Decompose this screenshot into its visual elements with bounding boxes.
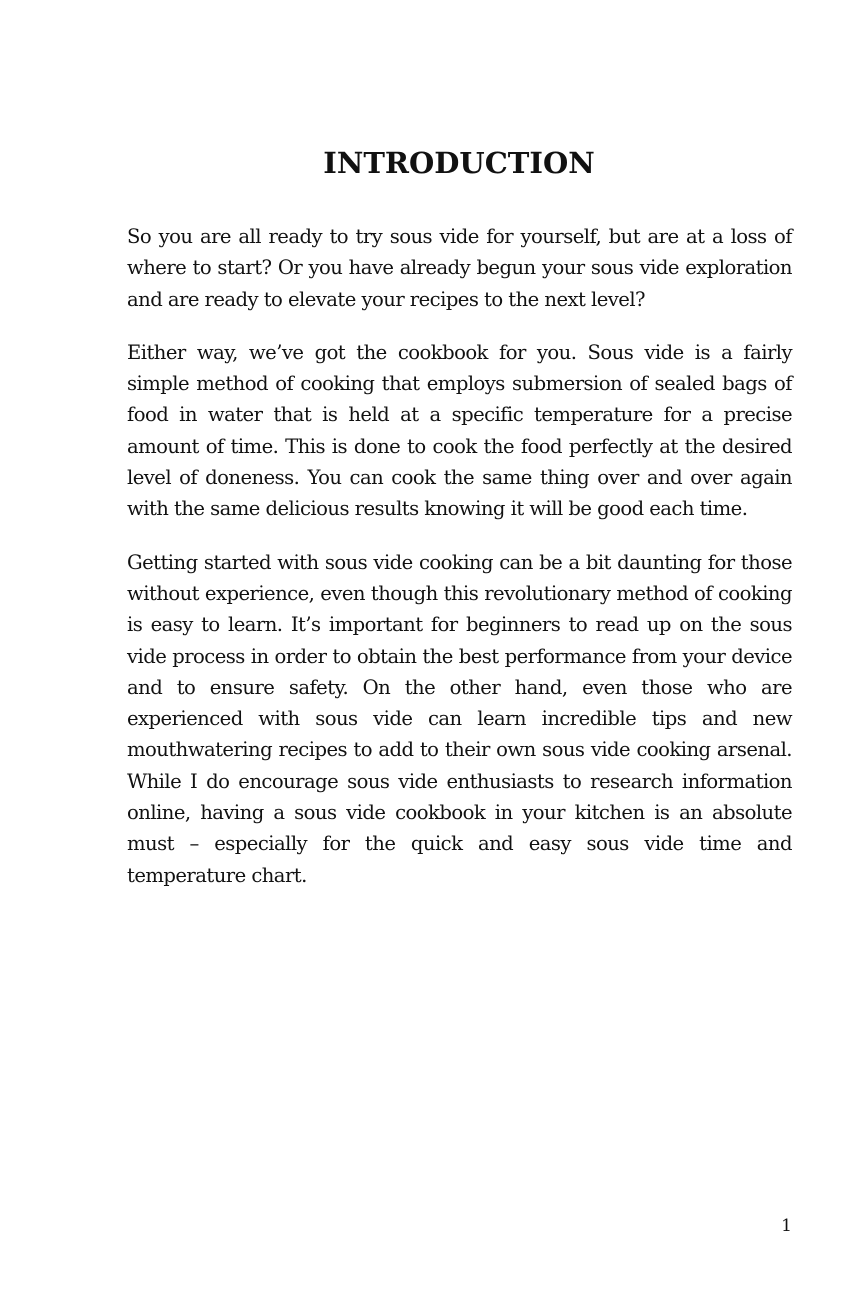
page-number: 1 [781, 1216, 792, 1236]
paragraph-getting-started: Getting started with sous vide cooking can be a bit daunting for those without experience, even though this revolutionary method of cooking is easy to learn. It’s important for beginners to read up on the sous vide process in order to obtain the best performance from your device and to ensure safety. On the other hand, even those who are experienced with sous vide can learn incredible tips and new mouthwatering recipes to add to their own sous vide cooking arsenal. While I do encourage sous vide enthusiasts to research information online, having a sous vide cookbook in your kitchen is an absolute must – especially for the quick and easy sous vide time and temperature chart. [127, 550, 792, 887]
paragraph-cookbook: Either way, we’ve got the cookbook for you. Sous vide is a fairly simple method of cooking that employs submersion of sealed bags of food in water that is held at a specific temperature for a precise amount of time. This is done to cook the food perfectly at the desired level of doneness. You can cook the same thing over and over again with the same delicious results knowing it will be good each time. [127, 340, 792, 521]
page-title: INTRODUCTION [323, 146, 595, 180]
paragraph-intro: So you are all ready to try sous vide for yourself, but are at a loss of where to start? Or you have already begun your sous vide exploration and are ready to elevate your recipes to the next level? [127, 225, 792, 311]
body-text [127, 221, 792, 913]
